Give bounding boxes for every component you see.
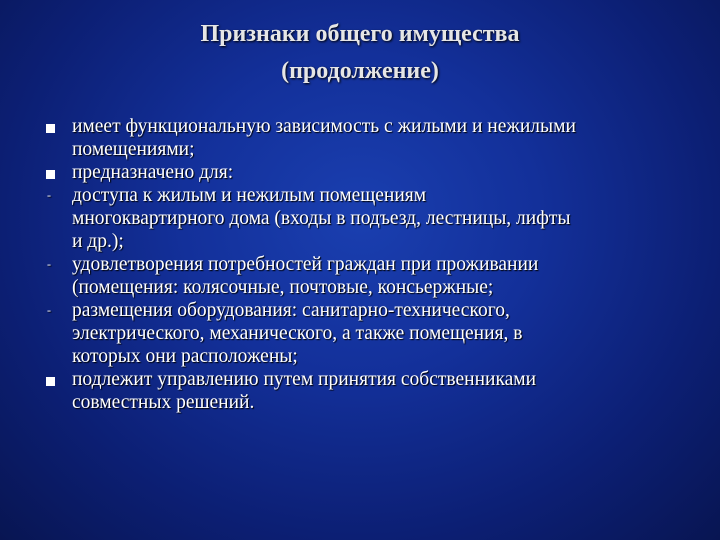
bullet-item-equipment <box>0 299 720 368</box>
bullet-text-line: предназначено для: <box>72 162 234 183</box>
bullet-text-line: многоквартирного дома (входы в подъезд, лестницы, лифты <box>72 208 571 229</box>
bullet-text-line: размещения оборудования: санитарно-технического, <box>72 300 510 321</box>
square-bullet-icon <box>46 161 64 184</box>
bullet-item-intended-for <box>0 161 720 184</box>
bullet-text-line: которых они расположены; <box>72 346 298 367</box>
bullet-text-line: (помещения: колясочные, почтовые, консьержные; <box>72 277 494 298</box>
dash-bullet: - <box>47 257 51 271</box>
dash-bullet: - <box>47 303 51 317</box>
slide-title-line-2: (продолжение) <box>281 58 439 84</box>
dash-bullet: - <box>47 188 51 202</box>
bullet-list <box>0 115 720 414</box>
bullet-item-management <box>0 368 720 414</box>
square-bullet-icon <box>46 115 64 138</box>
square-bullet-icon <box>46 368 64 391</box>
bullet-item-needs <box>0 253 720 299</box>
slide-title <box>0 16 720 90</box>
slide-title-line-1: Признаки общего имущества <box>200 21 520 47</box>
bullet-text-line: помещениями; <box>72 139 195 160</box>
bullet-text-line: электрического, механического, а также помещения, в <box>72 323 523 344</box>
bullet-item-access <box>0 184 720 253</box>
bullet-text-line: доступа к жилым и нежилым помещениям <box>72 185 427 206</box>
bullet-item-functional-dependency <box>0 115 720 161</box>
bullet-text-line: удовлетворения потребностей граждан при проживании <box>72 254 539 275</box>
bullet-text-line: имеет функциональную зависимость с жилыми и нежилыми <box>72 116 576 137</box>
bullet-text-line: совместных решений. <box>72 392 255 413</box>
bullet-text-line: подлежит управлению путем принятия собственниками <box>72 369 537 390</box>
bullet-text-line: и др.); <box>72 231 124 252</box>
